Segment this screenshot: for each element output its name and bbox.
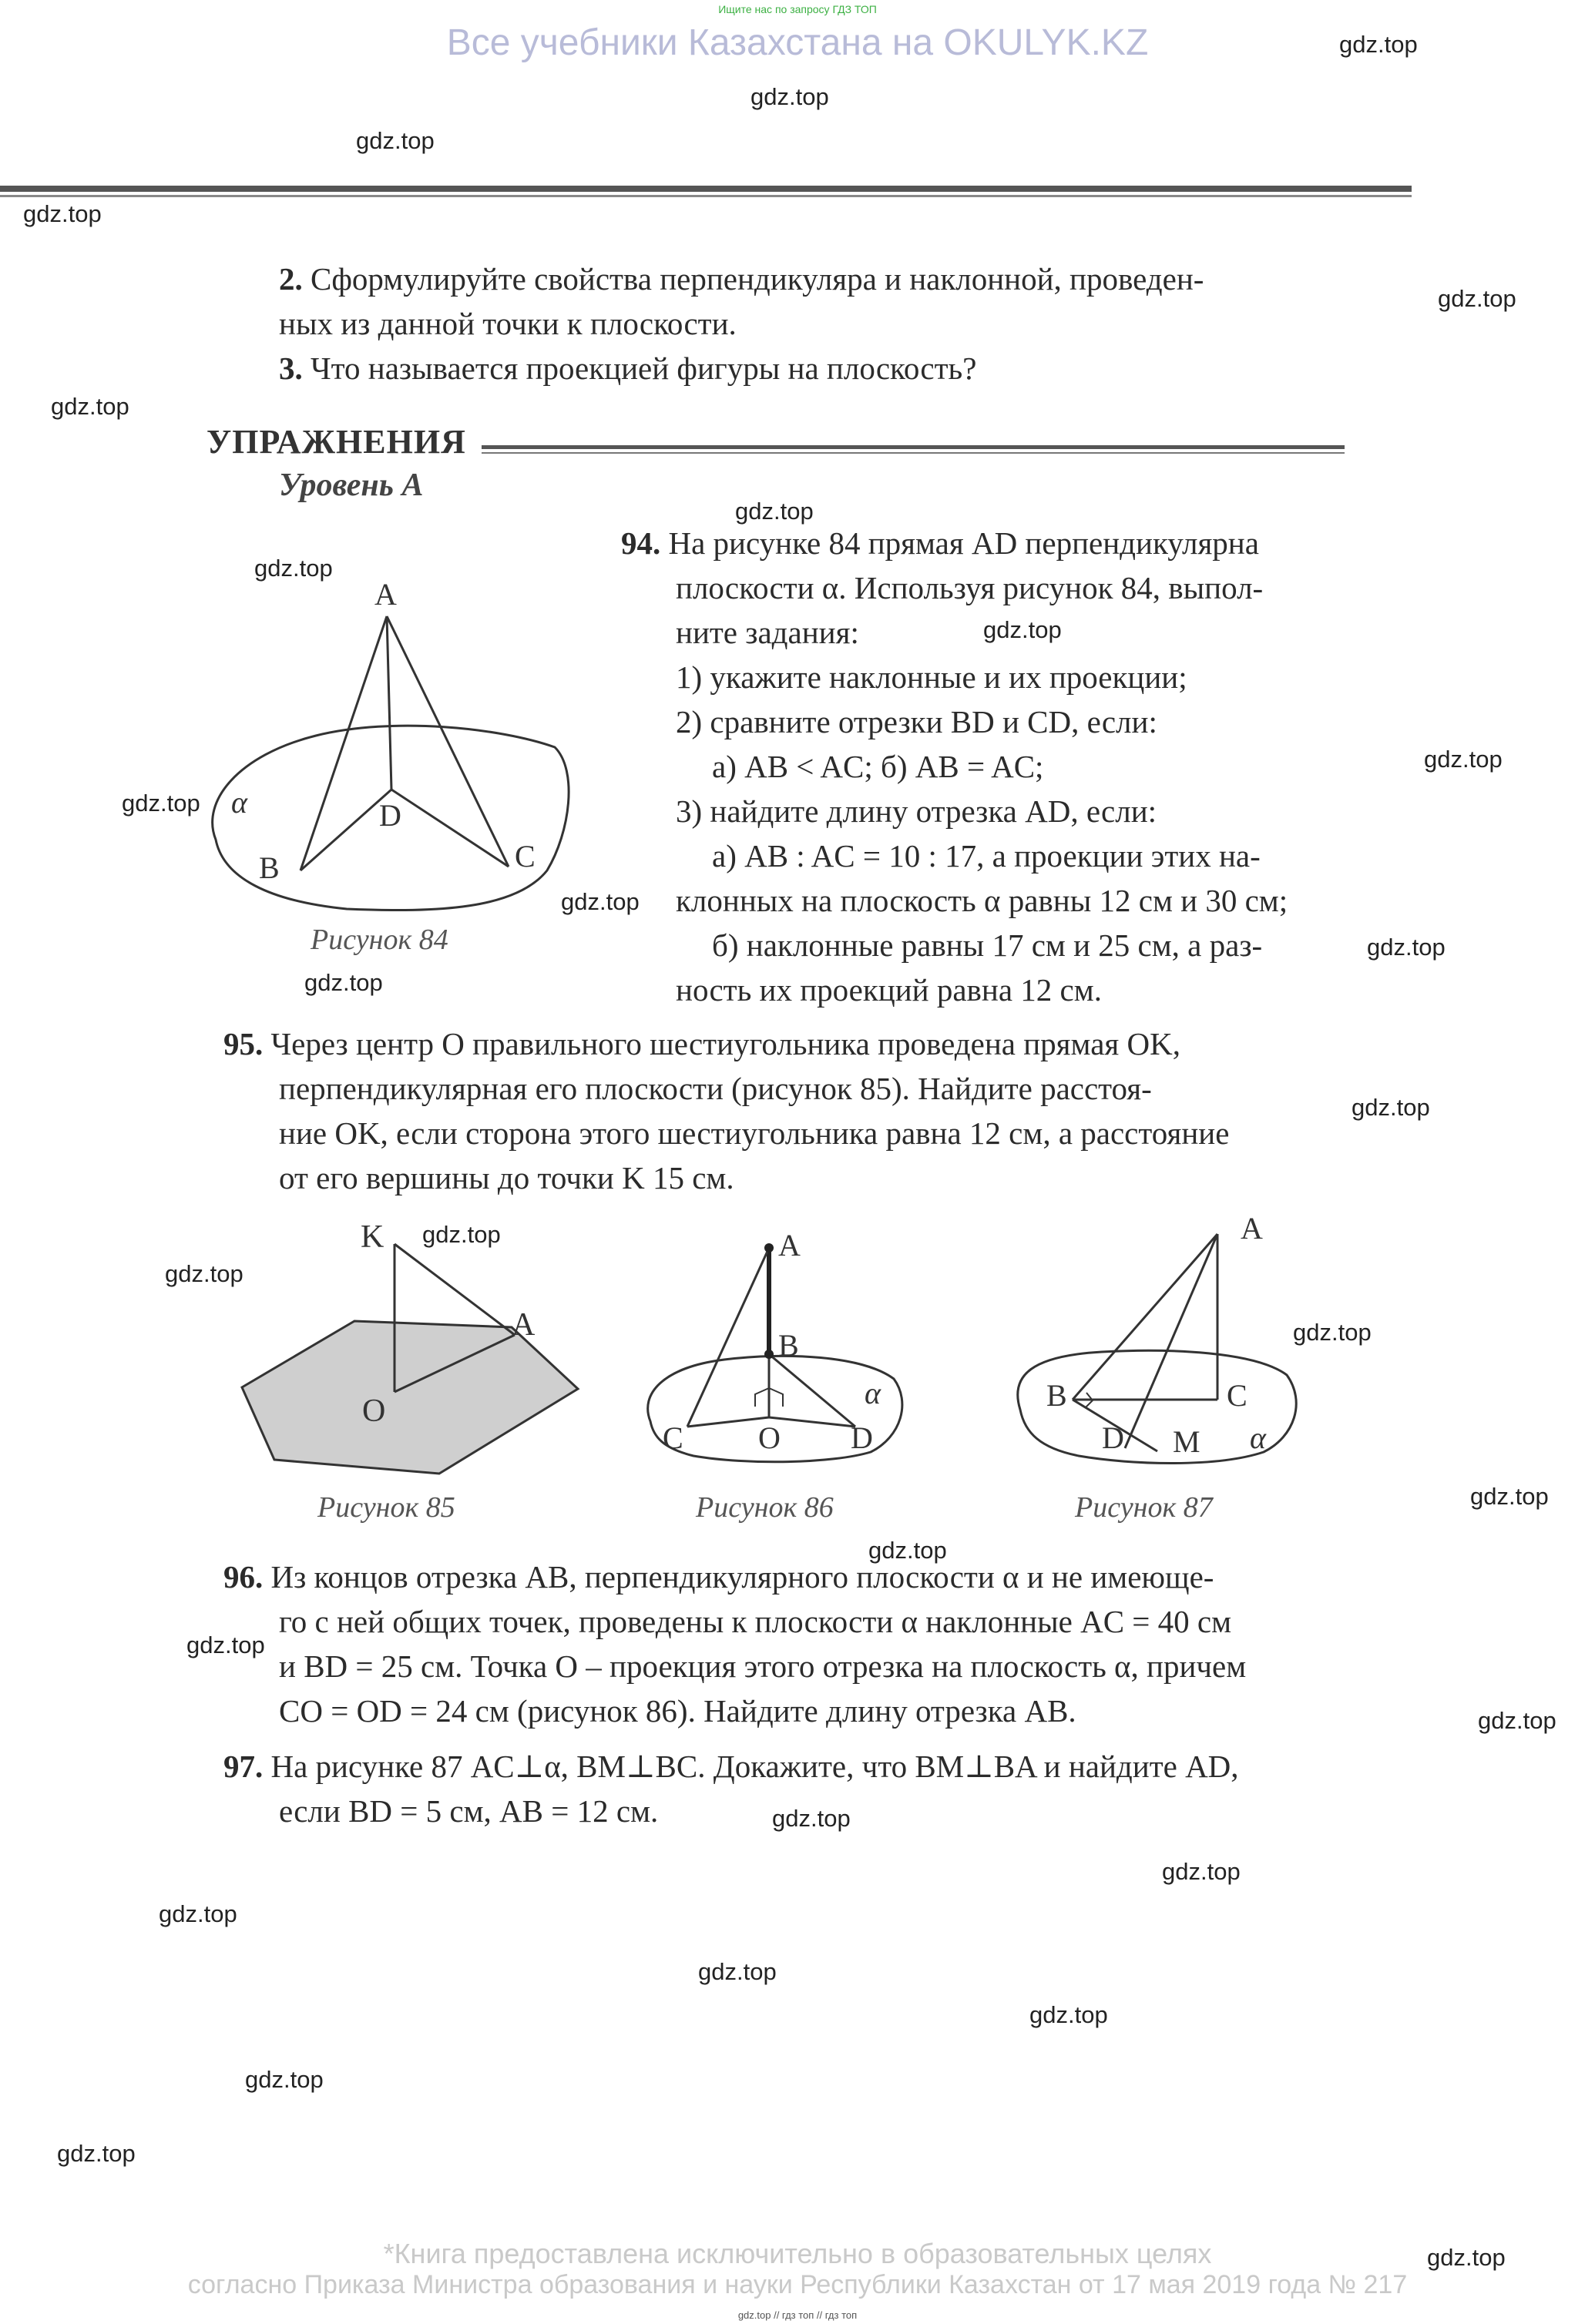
header-rule <box>0 186 1412 192</box>
watermark: gdz.top <box>304 969 383 996</box>
label-alpha: α <box>231 785 247 820</box>
label-alpha: α <box>865 1376 881 1410</box>
point-B <box>764 1350 774 1359</box>
header-rule-thin <box>0 195 1412 197</box>
label-C: C <box>663 1420 683 1455</box>
watermark: gdz.top <box>1427 2244 1506 2271</box>
watermark: gdz.top <box>735 498 814 525</box>
watermark: gdz.top <box>356 127 435 154</box>
search-hint: Ищите нас по запросу ГДЗ ТОП <box>718 3 877 15</box>
figure-86 <box>640 1225 909 1479</box>
label-C: C <box>1227 1378 1247 1413</box>
heading-rule <box>482 445 1345 449</box>
label-D: D <box>1102 1420 1124 1455</box>
caption-fig85: Рисунок 85 <box>317 1491 455 1524</box>
segment-AC <box>387 616 509 867</box>
label-A: A <box>1241 1217 1263 1246</box>
question-text: Сформулируйте свойства перпендикуляра и наклонной, проведен- <box>311 261 1204 297</box>
exercise-number: 97. <box>223 1749 264 1784</box>
exercise-text: На рисунке 87 AC⊥α, BM⊥BC. Докажите, что BM⊥BA и найдите AD, <box>270 1749 1239 1784</box>
caption-fig84: Рисунок 84 <box>311 924 448 956</box>
label-C: C <box>515 839 536 874</box>
exercise-text: а) AB : AC = 10 : 17, а проекции этих на- <box>712 838 1261 874</box>
question-number: 3. <box>279 350 303 386</box>
site-banner: Все учебники Казахстана на OKULYK.KZ <box>446 22 1149 63</box>
segment-AB <box>1073 1234 1217 1400</box>
watermark: gdz.top <box>159 1900 237 1927</box>
caption-fig86: Рисунок 86 <box>696 1491 834 1524</box>
exercise-text: от его вершины до точки K 15 см. <box>279 1160 734 1196</box>
label-A: A <box>512 1307 536 1343</box>
exercise-number: 96. <box>223 1559 264 1595</box>
watermark: gdz.top <box>1424 746 1503 773</box>
label-A: A <box>374 577 397 612</box>
watermark: gdz.top <box>1352 1094 1430 1121</box>
watermark: gdz.top <box>186 1631 265 1658</box>
label-O: O <box>362 1393 386 1429</box>
exercise-text: CO = OD = 24 см (рисунок 86). Найдите длину отрезка AB. <box>279 1693 1076 1729</box>
exercise-text: б) наклонные равны 17 см и 25 см, а раз- <box>712 927 1263 963</box>
watermark: gdz.top <box>1162 1858 1241 1885</box>
footer-tiny: gdz.top // гдз топ // гдз топ <box>737 2309 858 2321</box>
segment-CO <box>687 1417 769 1427</box>
exercise-text: а) AB < AC; б) AB = AC; <box>712 749 1044 784</box>
figure-87 <box>1009 1217 1318 1479</box>
watermark: gdz.top <box>57 2140 136 2167</box>
watermark: gdz.top <box>245 2066 324 2093</box>
watermark: gdz.top <box>1339 31 1418 58</box>
segment-AD <box>1125 1234 1217 1448</box>
watermark: gdz.top <box>23 200 102 227</box>
label-alpha: α <box>1250 1420 1266 1455</box>
exercise-text: ните задания: <box>676 615 859 650</box>
segment-AC <box>687 1248 769 1427</box>
label-O: O <box>758 1420 781 1455</box>
question-text: ных из данной точки к плоскости. <box>279 306 737 341</box>
right-angle-mark <box>769 1388 783 1407</box>
watermark: gdz.top <box>122 790 200 817</box>
exercise-text: и BD = 25 см. Точка O – проекция этого отрезка на плоскость α, причем <box>279 1648 1247 1684</box>
exercise-text: Через центр O правильного шестиугольника проведена прямая OK, <box>270 1026 1180 1061</box>
figure-84 <box>193 570 578 924</box>
figure-85 <box>231 1206 601 1491</box>
segment-BD <box>769 1354 855 1427</box>
exercise-text: плоскости α. Используя рисунок 84, выпол- <box>676 570 1264 605</box>
exercise-text: Из концов отрезка AB, перпендикулярного плоскости α и не имеюще- <box>270 1559 1214 1595</box>
exercise-text: ние OK, если сторона этого шестиугольника равна 12 см, а расстояние <box>279 1115 1230 1151</box>
watermark: gdz.top <box>772 1805 851 1832</box>
label-A: A <box>778 1228 801 1263</box>
watermark: gdz.top <box>254 555 333 582</box>
watermark: gdz.top <box>1478 1707 1556 1734</box>
label-B: B <box>259 850 280 885</box>
exercise-text: го с ней общих точек, проведены к плоскости α наклонные AC = 40 см <box>279 1604 1232 1639</box>
question-text: Что называется проекцией фигуры на плоскость? <box>311 350 977 386</box>
watermark: gdz.top <box>1470 1483 1549 1510</box>
watermark: gdz.top <box>868 1537 947 1564</box>
watermark: gdz.top <box>561 888 640 915</box>
label-D: D <box>379 798 401 833</box>
heading-rule-thin <box>482 452 1345 454</box>
label-B: B <box>1046 1378 1067 1413</box>
segment-OD <box>769 1417 855 1427</box>
watermark: gdz.top <box>983 616 1062 643</box>
watermark: gdz.top <box>698 1958 777 1985</box>
exercises-heading: УПРАЖНЕНИЯ <box>207 423 466 461</box>
question-number: 2. <box>279 261 303 297</box>
exercise-text: На рисунке 84 прямая AD перпендикулярна <box>668 525 1259 561</box>
exercise-number: 95. <box>223 1026 264 1061</box>
watermark: gdz.top <box>1367 934 1446 961</box>
watermark: gdz.top <box>750 83 829 110</box>
watermark: gdz.top <box>1029 2001 1108 2028</box>
exercise-text: если BD = 5 см, AB = 12 см. <box>279 1793 659 1829</box>
point-A <box>764 1243 774 1253</box>
footer-disclaimer: *Книга предоставлена исключительно в образовательных целях <box>383 2238 1212 2269</box>
exercise-text: 3) найдите длину отрезка AD, если: <box>676 793 1157 829</box>
exercise-text: перпендикулярная его плоскости (рисунок 85). Найдите расстоя- <box>279 1071 1152 1106</box>
hexagon <box>242 1321 578 1474</box>
right-angle-mark <box>755 1388 769 1407</box>
watermark: gdz.top <box>422 1221 501 1248</box>
watermark: gdz.top <box>165 1260 243 1287</box>
exercise-text: клонных на плоскость α равны 12 см и 30 см; <box>676 883 1288 918</box>
segment-KA <box>395 1244 515 1335</box>
caption-fig87: Рисунок 87 <box>1075 1491 1213 1524</box>
exercise-number: 94. <box>621 525 661 561</box>
footer-decree: согласно Приказа Министра образования и науки Республики Казахстан от 17 мая 2019 года № 217 <box>187 2270 1408 2299</box>
label-K: K <box>361 1219 384 1255</box>
watermark: gdz.top <box>1293 1319 1372 1346</box>
exercise-text: ность их проекций равна 12 см. <box>676 972 1102 1008</box>
level-heading: Уровень А <box>279 468 424 503</box>
watermark: gdz.top <box>51 393 129 420</box>
exercise-text: 1) укажите наклонные и их проекции; <box>676 659 1187 695</box>
watermark: gdz.top <box>1438 285 1516 312</box>
exercise-text: 2) сравните отрезки BD и CD, если: <box>676 704 1157 739</box>
label-M: M <box>1173 1424 1200 1459</box>
label-D: D <box>851 1420 873 1455</box>
label-B: B <box>778 1328 799 1363</box>
segment-AD <box>387 616 391 790</box>
